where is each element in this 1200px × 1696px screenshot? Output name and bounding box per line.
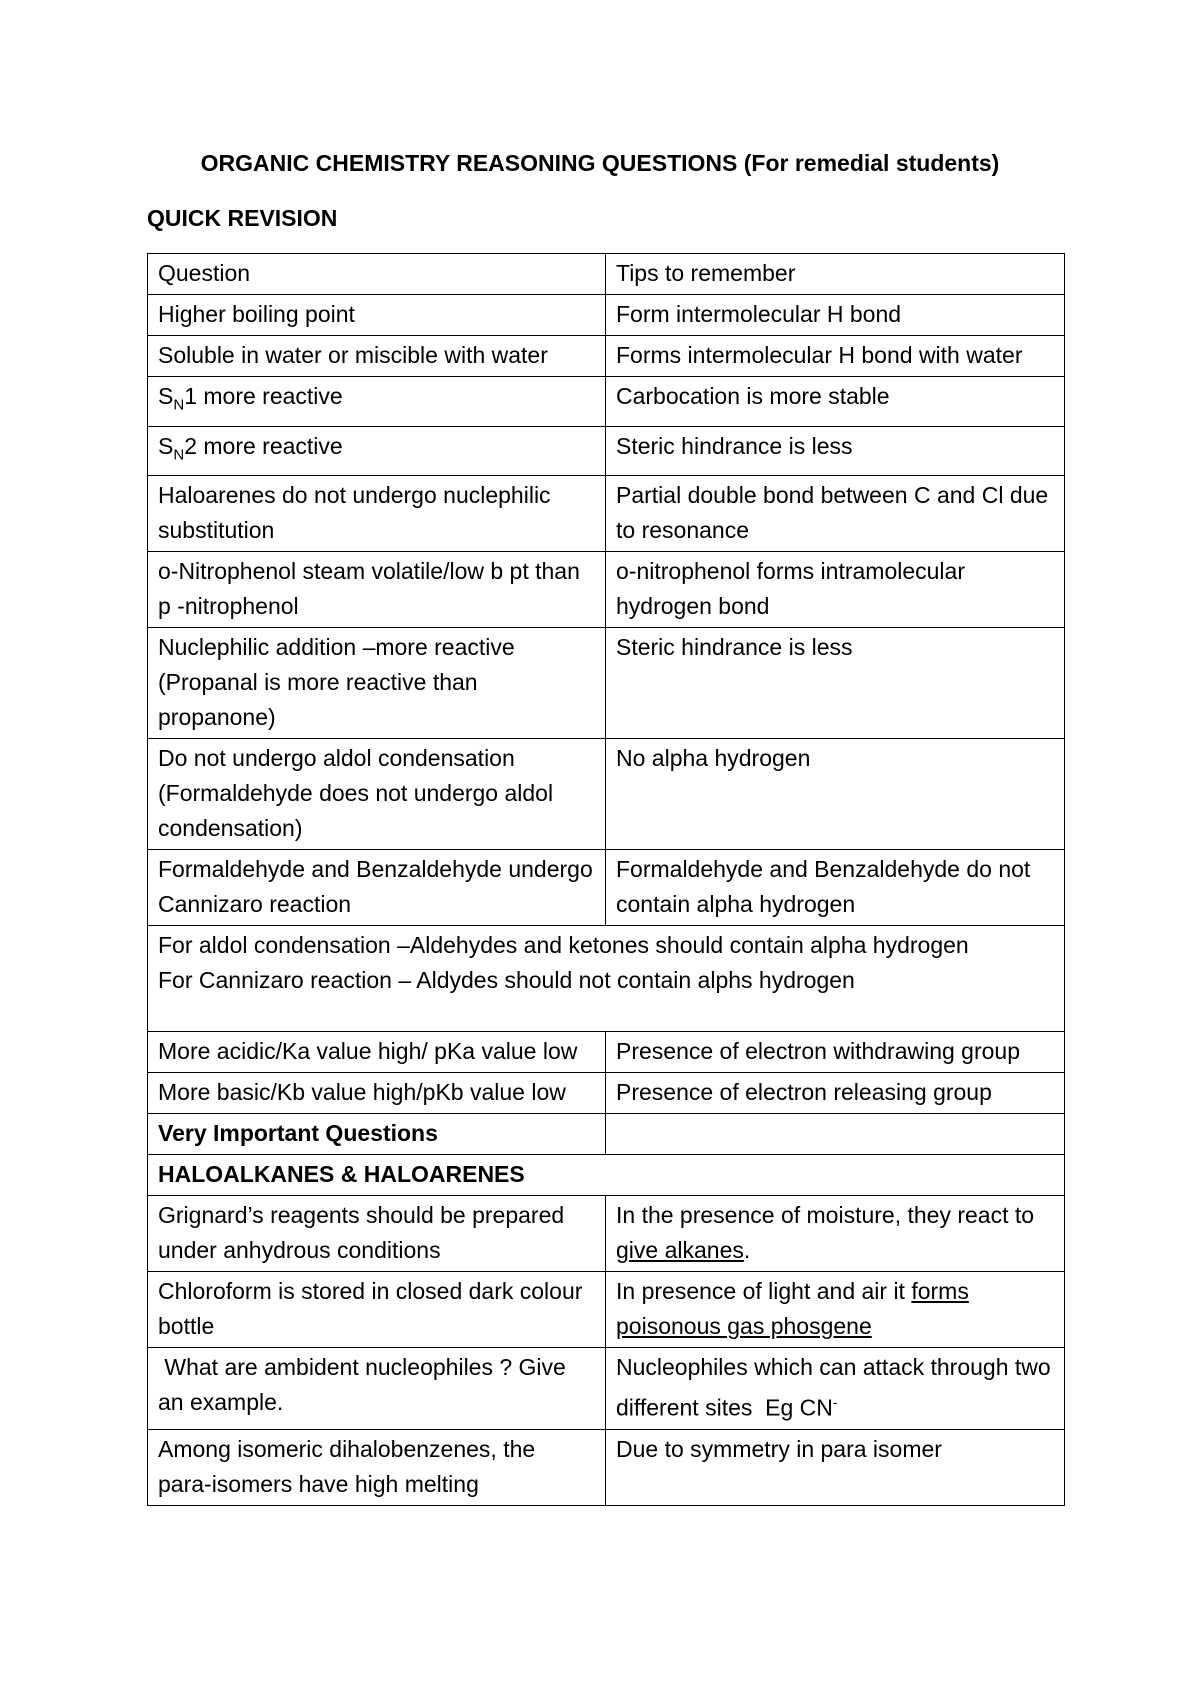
- tip-cell: No alpha hydrogen: [606, 739, 1065, 850]
- table-row: [148, 850, 1065, 926]
- question-suffix: 1 more reactive: [184, 383, 343, 409]
- tip-cell: o-nitrophenol forms intramolecular hydrogen bond: [606, 552, 1065, 628]
- question-cell: Haloarenes do not undergo nuclephilic substitution: [148, 476, 606, 552]
- tip-text: In presence of light and air it: [616, 1278, 912, 1305]
- header-question: Question: [148, 254, 606, 295]
- table-row: [148, 377, 1065, 427]
- note-line-aldol: For aldol condensation –Aldehydes and ketones should contain alpha hydrogen: [158, 932, 969, 959]
- table-row: [148, 1348, 1065, 1430]
- table-row: [148, 426, 1065, 476]
- table-row: [148, 295, 1065, 336]
- tip-cell: Form intermolecular H bond: [606, 295, 1065, 336]
- empty-cell: [606, 1114, 1065, 1155]
- page-title: ORGANIC CHEMISTRY REASONING QUESTIONS (For remedial students): [200, 150, 1000, 176]
- question-cell: Nuclephilic addition –more reactive (Propanal is more reactive than propanone): [148, 628, 606, 739]
- note-cell: [148, 926, 1065, 1032]
- tip-cell: Partial double bond between C and Cl due to resonance: [606, 476, 1065, 552]
- question-cell: Do not undergo aldol condensation (Formaldehyde does not undergo aldol condensation): [148, 739, 606, 850]
- tip-text-end: .: [743, 1237, 751, 1264]
- question-cell: Soluble in water or miscible with water: [148, 336, 606, 377]
- question-cell: Chloroform is stored in closed dark colour bottle: [148, 1272, 606, 1348]
- tip-cell: Forms intermolecular H bond with water: [606, 336, 1065, 377]
- table-header-row: [148, 254, 1065, 295]
- table-row: [148, 1429, 1065, 1505]
- table-row: [148, 1272, 1065, 1348]
- question-cell: Grignard’s reagents should be prepared under anhydrous conditions: [148, 1196, 606, 1272]
- tip-cell: [606, 1272, 1065, 1348]
- tip-cell: Carbocation is more stable: [606, 377, 1065, 427]
- question-cell: Among isomeric dihalobenzenes, the para-isomers have high melting: [148, 1429, 606, 1505]
- table-row: [148, 1032, 1065, 1073]
- revision-table: [147, 253, 1065, 1506]
- tip-cell: Presence of electron withdrawing group: [606, 1032, 1065, 1073]
- tip-cell: Due to symmetry in para isomer: [606, 1429, 1065, 1505]
- tip-text: In the presence of moisture, they react to: [616, 1202, 1035, 1229]
- question-cell: More acidic/Ka value high/ pKa value low: [148, 1032, 606, 1073]
- question-cell: o-Nitrophenol steam volatile/low b pt than p -nitrophenol: [148, 552, 606, 628]
- important-heading-row: [148, 1114, 1065, 1155]
- tip-superscript: -: [832, 1394, 838, 1411]
- question-cell: Formaldehyde and Benzaldehyde undergo Cannizaro reaction: [148, 850, 606, 926]
- section-title: QUICK REVISION: [147, 205, 338, 231]
- tip-cell: [606, 1348, 1065, 1430]
- question-cell: [148, 426, 606, 476]
- question-cell: What are ambident nucleophiles ? Give an example.: [148, 1348, 606, 1430]
- tip-underlined-text: give alkanes: [616, 1237, 744, 1264]
- table-row: [148, 552, 1065, 628]
- table-row: [148, 1196, 1065, 1272]
- question-subscript: N: [173, 446, 185, 464]
- table-row: [148, 739, 1065, 850]
- header-tip: Tips to remember: [606, 254, 1065, 295]
- question-suffix: 2 more reactive: [184, 432, 343, 459]
- question-cell: More basic/Kb value high/pKb value low: [148, 1073, 606, 1114]
- question-subscript: N: [173, 396, 185, 414]
- tip-underlined-text: forms poisonous gas phosgene: [616, 1278, 969, 1340]
- question-cell: Higher boiling point: [148, 295, 606, 336]
- table-row: [148, 476, 1065, 552]
- question-prefix: S: [158, 432, 174, 459]
- tip-text: Nucleophiles which can attack through two different sites Eg CN: [616, 1354, 1058, 1421]
- subsection-heading: HALOALKANES & HALOARENES: [148, 1155, 1065, 1196]
- question-prefix: S: [158, 383, 174, 409]
- note-row: [148, 926, 1065, 1032]
- tip-cell: [606, 1196, 1065, 1272]
- table-row: [148, 336, 1065, 377]
- question-cell: [148, 377, 606, 427]
- table-row: [148, 1073, 1065, 1114]
- tip-cell: Presence of electron releasing group: [606, 1073, 1065, 1114]
- note-line-cannizaro: For Cannizaro reaction – Aldydes should not contain alphs hydrogen: [158, 967, 855, 994]
- tip-cell: Steric hindrance is less: [606, 628, 1065, 739]
- table-row: [148, 628, 1065, 739]
- note-spacer: [158, 998, 1054, 1028]
- tip-cell: Steric hindrance is less: [606, 426, 1065, 476]
- tip-cell: Formaldehyde and Benzaldehyde do not contain alpha hydrogen: [606, 850, 1065, 926]
- important-heading: Very Important Questions: [148, 1114, 606, 1155]
- subsection-heading-row: [148, 1155, 1065, 1196]
